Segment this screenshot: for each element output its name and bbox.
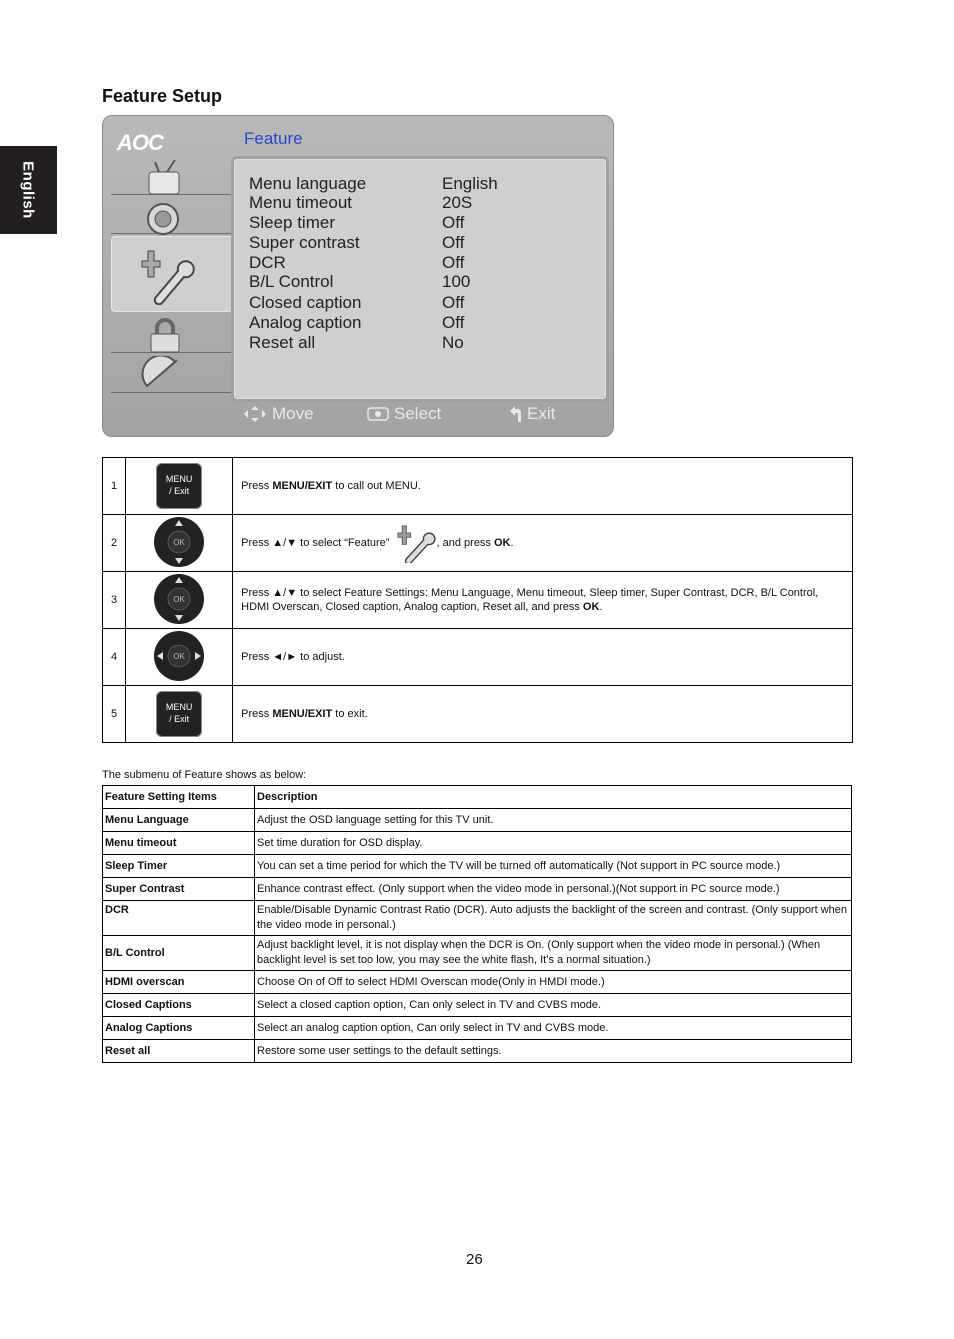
feature-name: HDMI overscan <box>103 971 255 994</box>
step-text: Press ◄/► to adjust. <box>233 629 853 686</box>
step-number: 4 <box>103 629 126 686</box>
osd-move-hint <box>243 404 314 424</box>
osd-tab-picture[interactable] <box>111 156 231 195</box>
ok-updown-button-icon <box>153 573 205 625</box>
osd-item-label[interactable]: Analog caption <box>249 313 362 332</box>
osd-item-label[interactable]: DCR <box>249 253 286 272</box>
feature-name: Sleep Timer <box>103 855 255 878</box>
osd-title: Feature <box>244 129 303 148</box>
svg-text:OK: OK <box>173 651 185 661</box>
page-number: 26 <box>466 1251 483 1268</box>
osd-item-value: Off <box>442 233 465 252</box>
step-text: Press MENU/EXIT to call out MENU. <box>233 458 853 515</box>
return-arrow-icon <box>508 405 522 423</box>
feature-name: Reset all <box>103 1040 255 1063</box>
osd-tab-sound[interactable] <box>111 195 231 234</box>
step-number: 5 <box>103 686 126 743</box>
feature-name: DCR <box>103 901 255 936</box>
feature-description: Adjust backlight level, it is not display when the DCR is On. (Only support when the video mode in personal.) (When backlight level is set too low, you may see the white flash, It’s a normal situation.) <box>255 936 852 971</box>
satellite-dish-icon <box>141 356 191 394</box>
osd-item-label[interactable]: Closed caption <box>249 293 362 312</box>
table-row <box>103 855 852 878</box>
move-arrows-icon <box>243 405 267 423</box>
feature-name: Super Contrast <box>103 878 255 901</box>
step-number: 2 <box>103 515 126 572</box>
osd-menu <box>102 115 614 437</box>
feature-description: Restore some user settings to the default settings. <box>255 1040 852 1063</box>
step-number: 3 <box>103 572 126 629</box>
column-header: Description <box>255 786 852 809</box>
table-row <box>103 1040 852 1063</box>
feature-description: Enhance contrast effect. (Only support when the video mode in personal.)(Not support in PC source mode.) <box>255 878 852 901</box>
table-row <box>103 1017 852 1040</box>
move-label: Move <box>272 404 314 423</box>
osd-category-tabs <box>111 156 231 396</box>
osd-item-label[interactable]: Reset all <box>249 333 316 352</box>
feature-description: Choose On of Off to select HDMI Overscan mode(Only in HMDI mode.) <box>255 971 852 994</box>
osd-tab-lock[interactable] <box>111 314 231 353</box>
table-row <box>103 809 852 832</box>
feature-settings-table <box>102 785 852 1063</box>
aoc-logo: AOC <box>117 130 163 155</box>
menu-exit-button-icon: MENU / Exit <box>156 463 202 509</box>
osd-select-hint <box>367 404 441 424</box>
svg-text:OK: OK <box>173 537 185 547</box>
lock-icon <box>141 316 191 354</box>
feature-name: B/L Control <box>103 936 255 971</box>
step-row <box>103 458 853 515</box>
step-icon-cell <box>126 629 233 686</box>
select-button-icon <box>367 407 389 421</box>
feature-name: Analog Captions <box>103 1017 255 1040</box>
osd-item-label[interactable]: Sleep timer <box>249 213 335 232</box>
feature-name: Menu Language <box>103 809 255 832</box>
feature-name: Menu timeout <box>103 832 255 855</box>
osd-tab-channel[interactable] <box>111 354 231 393</box>
step-row <box>103 515 853 572</box>
ok-leftright-button-icon <box>153 630 205 682</box>
feature-description: Enable/Disable Dynamic Contrast Ratio (DCR). Auto adjusts the backlight of the screen and contrast. (Only support when the video mode in personal.) <box>255 901 852 936</box>
submenu-caption: The submenu of Feature shows as below: <box>102 769 307 781</box>
osd-exit-hint <box>508 404 555 424</box>
ok-updown-button-icon <box>153 516 205 568</box>
osd-item-value: No <box>442 333 464 352</box>
wrench-icon <box>136 245 196 305</box>
steps-table <box>102 457 853 743</box>
osd-item-value: Off <box>442 253 465 272</box>
osd-item-label[interactable]: Menu language <box>249 174 367 193</box>
feature-description: Select an analog caption option, Can only select in TV and CVBS mode. <box>255 1017 852 1040</box>
speaker-icon <box>141 197 191 235</box>
feature-description: You can set a time period for which the TV will be turned off automatically (Not support in PC source mode.) <box>255 855 852 878</box>
osd-settings-panel <box>231 156 609 402</box>
step-text: Press ▲/▼ to select “Feature” , and press OK. <box>233 515 853 572</box>
table-row <box>103 994 852 1017</box>
feature-name: Closed Captions <box>103 994 255 1017</box>
osd-item-value: Off <box>442 293 465 312</box>
table-header-row <box>103 786 852 809</box>
table-row <box>103 832 852 855</box>
step-row <box>103 686 853 743</box>
select-label: Select <box>394 404 442 423</box>
osd-item-value: 100 <box>442 272 471 291</box>
osd-item-label[interactable]: Super contrast <box>249 233 360 252</box>
menu-exit-button-icon: MENU / Exit <box>156 691 202 737</box>
osd-item-value: Off <box>442 213 465 232</box>
step-icon-cell <box>126 515 233 572</box>
table-row <box>103 901 852 936</box>
language-tab-label: English <box>19 161 37 219</box>
osd-tab-feature[interactable] <box>111 236 233 312</box>
feature-description: Select a closed caption option, Can only select in TV and CVBS mode. <box>255 994 852 1017</box>
table-row <box>103 971 852 994</box>
language-tab <box>0 146 57 234</box>
osd-item-label[interactable]: B/L Control <box>249 272 334 291</box>
step-row <box>103 629 853 686</box>
exit-label: Exit <box>527 404 556 423</box>
svg-text:OK: OK <box>173 594 185 604</box>
osd-item-value: English <box>442 174 498 193</box>
step-row <box>103 572 853 629</box>
wrench-icon <box>393 523 437 563</box>
table-row <box>103 878 852 901</box>
step-text: Press MENU/EXIT to exit. <box>233 686 853 743</box>
table-row <box>103 936 852 971</box>
step-text: Press ▲/▼ to select Feature Settings: Menu Language, Menu timeout, Sleep timer, Super Contrast, DCR, B/L Control, HDMI Overscan, Closed caption, Analog caption, Reset all, and press OK. <box>233 572 853 629</box>
step-icon-cell <box>126 458 233 515</box>
osd-item-label[interactable]: Menu timeout <box>249 193 352 212</box>
step-icon-cell <box>126 686 233 743</box>
feature-description: Adjust the OSD language setting for this TV unit. <box>255 809 852 832</box>
osd-item-value: 20S <box>442 193 473 212</box>
step-number: 1 <box>103 458 126 515</box>
tv-icon <box>141 158 191 196</box>
section-title: Feature Setup <box>102 86 223 106</box>
step-icon-cell <box>126 572 233 629</box>
osd-item-value: Off <box>442 313 465 332</box>
column-header: Feature Setting Items <box>103 786 255 809</box>
feature-description: Set time duration for OSD display. <box>255 832 852 855</box>
